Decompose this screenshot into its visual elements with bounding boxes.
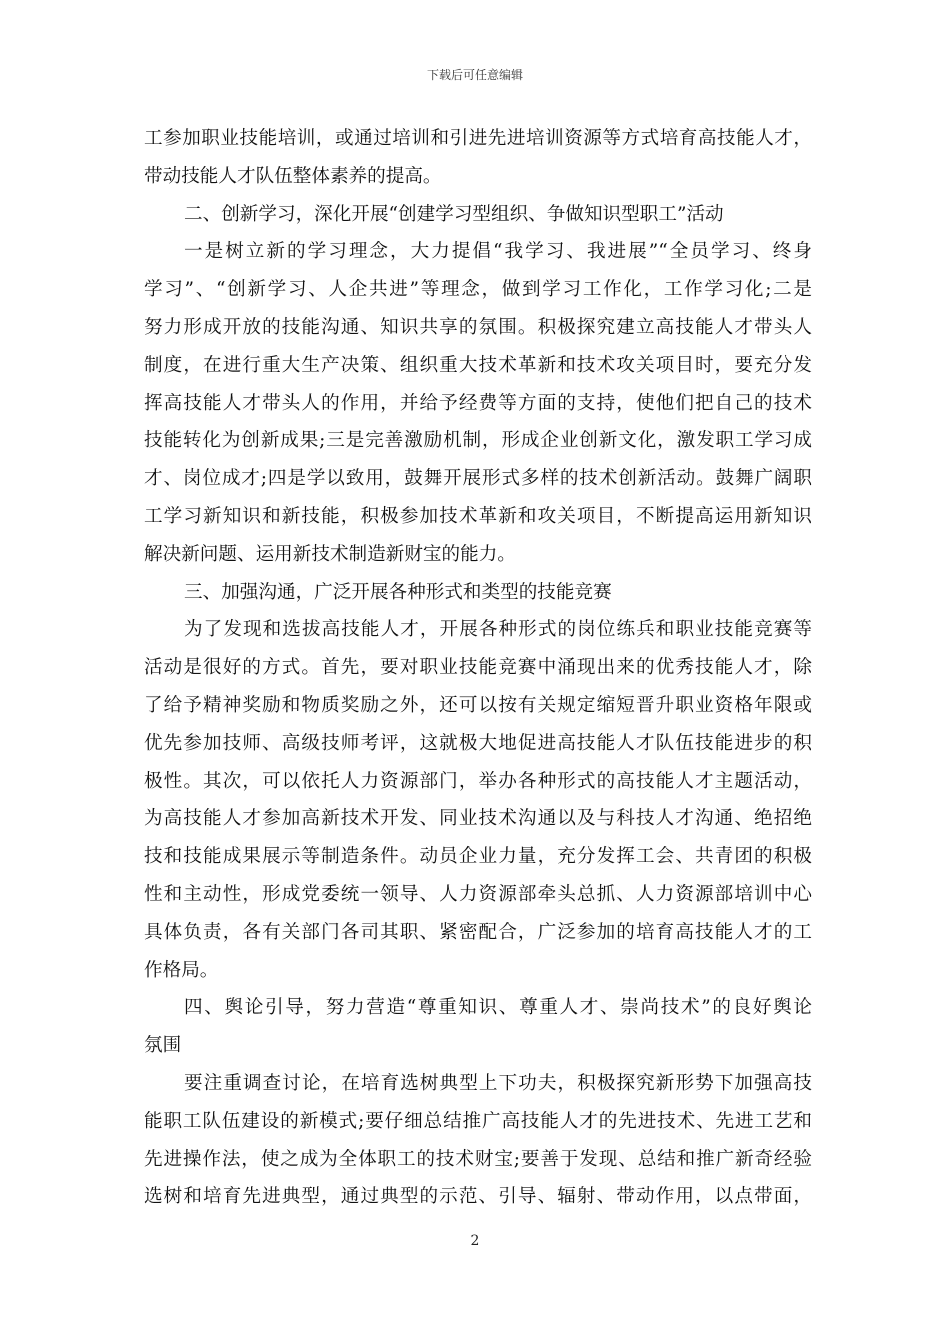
body-line: 学习”、“创新学习、人企共进”等理念，做到学习工作化，工作学习化;二是 [144, 279, 812, 301]
page-number: 2 [470, 1233, 480, 1249]
body-line: 为了发现和选拔高技能人才，开展各种形式的岗位练兵和职业技能竞赛等 [184, 619, 812, 641]
body-line: 作格局。 [144, 959, 219, 981]
body-line: 努力形成开放的技能沟通、知识共享的氛围。积极探究建立高技能人才带头人 [144, 316, 812, 338]
body-line: 极性。其次，可以依托人力资源部门，举办各种形式的高技能人才主题活动， [144, 770, 812, 792]
section-heading-4: 四、舆论引导，努力营造“尊重知识、尊重人才、崇尚技术”的良好舆论 [184, 997, 812, 1019]
section-heading-3: 三、加强沟通，广泛开展各种形式和类型的技能竞赛 [184, 581, 612, 603]
body-line: 要注重调查讨论，在培育选树典型上下功夫，积极探究新形势下加强高技 [184, 1072, 812, 1094]
page-header: 下载后可任意编辑 [426, 68, 523, 82]
body-line: 一是树立新的学习理念，大力提倡“我学习、我进展”“全员学习、终身 [184, 241, 812, 263]
body-line: 带动技能人才队伍整体素养的提高。 [144, 165, 442, 187]
body-line: 挥高技能人才带头人的作用，并给予经费等方面的支持，使他们把自己的技术 [144, 392, 812, 414]
body-line: 了给予精神奖励和物质奖励之外，还可以按有关规定缩短晋升职业资格年限或 [144, 694, 812, 716]
body-line: 性和主动性，形成党委统一领导、人力资源部牵头总抓、人力资源部培训中心 [144, 883, 812, 905]
body-line: 为高技能人才参加高新技术开发、同业技术沟通以及与科技人才沟通、绝招绝 [144, 808, 812, 830]
body-line: 才、岗位成才;四是学以致用，鼓舞开展形式多样的技术创新活动。鼓舞广阔职 [144, 468, 812, 490]
section-heading-2: 二、创新学习，深化开展“创建学习型组织、争做知识型职工”活动 [184, 203, 724, 225]
body-line: 先进操作法，使之成为全体职工的技术财宝;要善于发现、总结和推广新奇经验 [144, 1148, 812, 1170]
body-line: 工参加职业技能培训，或通过培训和引进先进培训资源等方式培育高技能人才， [144, 128, 812, 149]
body-line: 活动是很好的方式。首先，要对职业技能竞赛中涌现出来的优秀技能人才，除 [144, 657, 812, 679]
body-line: 具体负责，各有关部门各司其职、紧密配合，广泛参加的培育高技能人才的工 [144, 921, 812, 943]
body-line: 制度，在进行重大生产决策、组织重大技术革新和技术攻关项目时，要充分发 [144, 354, 812, 376]
body-line: 工学习新知识和新技能，积极参加技术革新和攻关项目，不断提高运用新知识 [144, 505, 812, 527]
body-line: 优先参加技师、高级技师考评，这就极大地促进高技能人才队伍技能进步的积 [144, 732, 812, 754]
document-body [144, 120, 812, 1216]
body-line: 解决新问题、运用新技术制造新财宝的能力。 [144, 543, 516, 565]
body-line: 技能转化为创新成果;三是完善激励机制，形成企业创新文化，激发职工学习成 [144, 430, 812, 452]
section-heading-4-continued: 氛围 [144, 1035, 182, 1057]
body-line: 技和技能成果展示等制造条件。动员企业力量，充分发挥工会、共青团的积极 [144, 846, 812, 868]
body-line: 能职工队伍建设的新模式;要仔细总结推广高技能人才的先进技术、先进工艺和 [144, 1110, 812, 1132]
body-line: 选树和培育先进典型，通过典型的示范、引导、辐射、带动作用，以点带面， [144, 1186, 812, 1208]
